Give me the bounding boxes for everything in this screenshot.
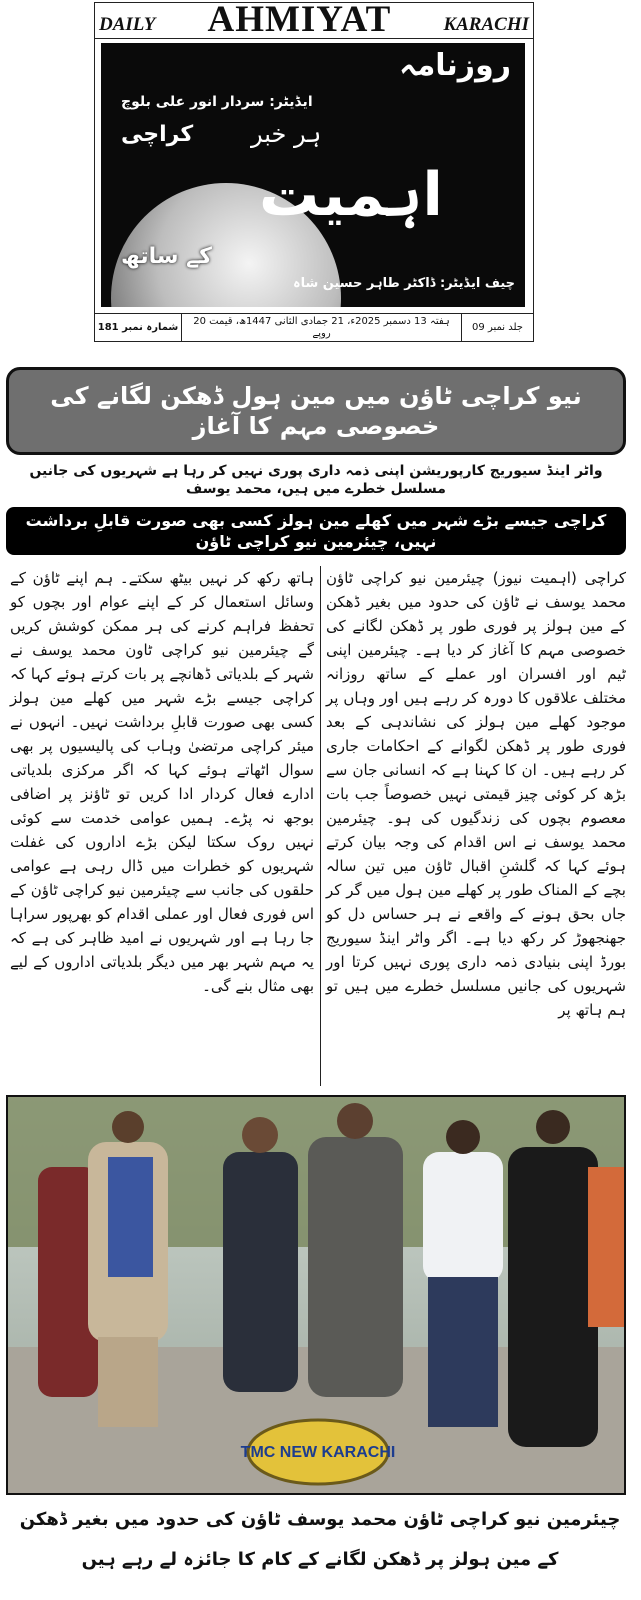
- tagline-top: ہر خبر: [251, 120, 322, 148]
- column-divider: [320, 566, 321, 1086]
- urdu-daily: روزنامہ: [399, 48, 511, 83]
- urdu-title: اہمیت: [259, 160, 443, 230]
- date-and-price: ہفتہ 13 دسمبر 2025ء، 21 جمادی الثانی 1447ھ، قیمت 20 روپے: [181, 314, 461, 342]
- urdu-city: کراچی: [121, 122, 194, 147]
- masthead-logo-banner: [101, 43, 525, 307]
- masthead-title: AHMIYAT: [207, 0, 392, 40]
- headline: نیو کراچی ٹاؤن میں مین ہول ڈھکن لگانے کی خصوصی مہم کا آغاز: [6, 367, 626, 455]
- editor-name: ایڈیٹر: سردار انور علی بلوچ: [121, 94, 313, 110]
- masthead: [94, 2, 534, 342]
- masthead-city: KARACHI: [443, 14, 529, 35]
- chief-editor-name: چیف ایڈیٹر: ڈاکٹر طاہر حسین شاہ: [292, 276, 515, 291]
- photo-scene: [8, 1097, 624, 1493]
- volume-number: جلد نمبر 09: [461, 314, 533, 342]
- strap-headline: کراچی جیسے بڑے شہر میں کھلے مین ہولز کسی بھی صورت قابلِ برداشت نہیں، چیئرمین نیو کراچی ٹاؤن: [6, 507, 626, 555]
- subheadline: واٹر اینڈ سیوریج کارپوریشن اپنی ذمہ داری پوری نہیں کر رہا ہے شہریوں کی جانیں مسلسل خطرے میں ہیں، محمد یوسف: [29, 463, 603, 497]
- issue-info-bar: [95, 313, 533, 342]
- masthead-daily: DAILY: [99, 14, 156, 35]
- photo-caption: چیئرمین نیو کراچی ٹاؤن محمد یوسف ٹاؤن کی حدود میں بغیر ڈھکن کے مین ہولز پر ڈھکن لگانے کے کام کا جائزہ لے رہے ہیں: [19, 1509, 621, 1570]
- issue-number: شمارہ نمبر 181: [97, 322, 179, 333]
- english-masthead: [95, 0, 533, 40]
- news-photo: [6, 1095, 626, 1495]
- article-column-right: کراچی (اہمیت نیوز) چیئرمین نیو کراچی ٹاؤن محمد یوسف نے ٹاؤن کی حدود میں بغیر ڈھکن کے مین ہولز پر فوری طور پر ڈھکن لگانے کی خصوصی مہم کا آغاز کر دیا ہے۔ چیئرمین اپنی ٹیم اور افسران اور عملے کے ساتھ روزانہ مختلف علاقوں کا دورہ کر رہے ہیں اور وہاں پر موجود کھلے مین ہولز کی نشاندہی کے بعد فوری طور پر ڈھکن لگوانے کے احکامات جاری کر رہے ہیں۔ ان کا کہنا ہے کہ انسانی جان سے بڑھ کر کوئی چیز قیمتی نہیں خصوصاً جب بات معصوم بچوں کی زندگیوں کی ہو۔ چیئرمین محمد یوسف نے اس اقدام کی وجہ بیان کرتے ہوئے کہا کہ گلشنِ اقبال ٹاؤن میں تین سالہ بچے کے المناک طور پر کھلے مین ہول میں گر کر جاں بحق ہونے کے واقعے نے ہر حساس دل کو جھنجھوڑ کر رکھ دیا ہے۔ اگر واٹر اینڈ سیوریج بورڈ اپنی بنیادی ذمہ داری پوری نہیں کرتا اور شہریوں کی جانیں مسلسل خطرے میں ہیں تو ہم ہاتھ پر: [326, 569, 626, 1019]
- manhole-cover-text: TMC NEW KARACHI: [240, 1444, 396, 1461]
- article-column-left: ہاتھ رکھ کر نہیں بیٹھ سکتے۔ ہم اپنے ٹاؤن کے وسائل استعمال کر کے اپنے عوام اور بچوں کو تحفظ فراہم کرنے کی ہر ممکن کوشش کریں گے چیئرمین نیو کراچی ٹاون محمد یوسف نے شہر کے بلدیاتی ڈھانچے پر بات کرتے ہوئے کہا کہ کراچی جیسے بڑے شہر میں کھلے مین ہولز کسی بھی صورت قابلِ برداشت نہیں۔ انہوں نے میئر کراچی مرتضیٰ وہاب کی پالیسیوں پر بھی سوال اٹھاتے ہوئے کہا کہ اگر مرکزی بلدیاتی ادارے فعال کردار ادا کریں تو ٹاؤنز پر اضافی بوجھ نہ پڑے۔ ہمیں عوامی خدمت سے کوئی نہیں روک سکتا لیکن بڑے اداروں کی غفلت شہریوں کو خطرات میں ڈال رہی ہے عوامی حلقوں کی جانب سے چیئرمین نیو کراچی ٹاؤن کے اس فوری فعال اور عملی اقدام کو بھرپور سراہا جا رہا ہے اور شہریوں نے امید ظاہر کی ہے کہ یہ مہم شہر بھر میں دیگر بلدیاتی اداروں کے لیے بھی مثال بنے گی۔: [10, 569, 314, 995]
- people: [38, 1103, 624, 1447]
- tagline-bottom: کے ساتھ: [121, 244, 212, 269]
